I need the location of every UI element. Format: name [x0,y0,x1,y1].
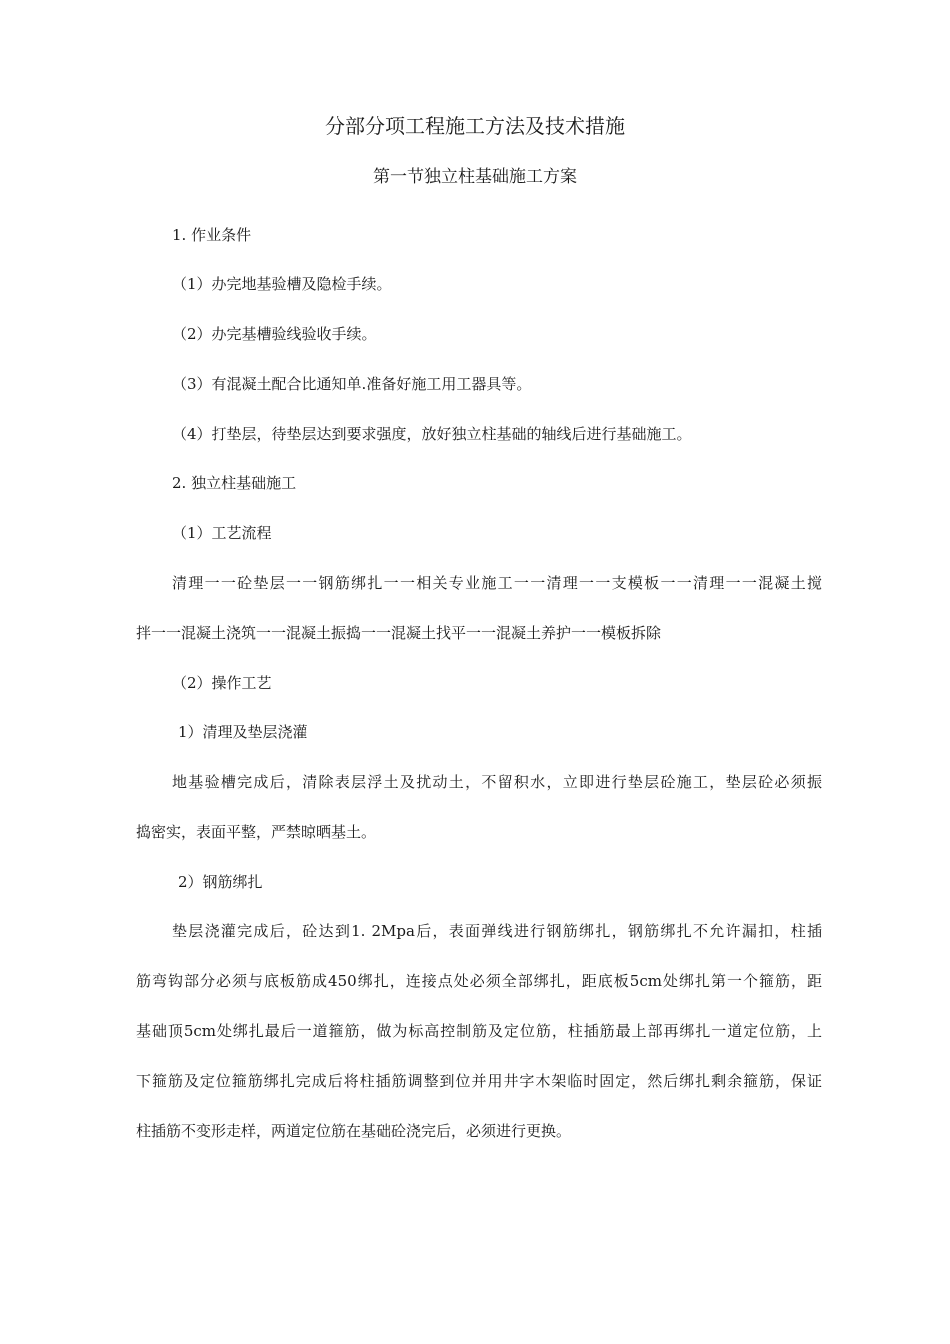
paragraph-line: 基础顶5cm处绑扎最后一道箍筋，做为标高控制筋及定位筋，柱插筋最上部再绑扎一道定位筋，上 [136,1022,822,1040]
heading-foundation-construction: 2. 独立柱基础施工 [172,474,297,492]
process-flow-line: 拌一一混凝土浇筑一一混凝土振捣一一混凝土找平一一混凝土养护一一模板拆除 [136,624,662,642]
paragraph-line: 垫层浇灌完成后，砼达到1. 2Mpa后，表面弹线进行钢筋绑扎，钢筋绑扎不允许漏扣，柱插 [172,922,822,940]
subheading-process-flow: （1）工艺流程 [172,524,272,542]
step-heading-cleaning: 1）清理及垫层浇灌 [178,723,308,741]
condition-item-3: （3）有混凝土配合比通知单.准备好施工用工器具等。 [172,375,532,393]
paragraph-line: 筋弯钩部分必须与底板筋成450绑扎，连接点处必须全部绑扎，距底板5cm处绑扎第一个箍筋，距 [136,972,822,990]
heading-work-conditions: 1. 作业条件 [172,226,252,244]
step-heading-rebar: 2）钢筋绑扎 [178,873,263,891]
section-title: 第一节独立柱基础施工方案 [373,167,577,187]
condition-item-1: （1）办完地基验槽及隐检手续。 [172,275,392,293]
paragraph-line: 捣密实，表面平整，严禁晾晒基土。 [136,823,377,841]
condition-item-2: （2）办完基槽验线验收手续。 [172,325,377,343]
document-title: 分部分项工程施工方法及技术措施 [325,114,625,138]
paragraph-line: 下箍筋及定位箍筋绑扎完成后将柱插筋调整到位并用井字木架临时固定，然后绑扎剩余箍筋，保证 [136,1072,822,1090]
condition-item-4: （4）打垫层，待垫层达到要求强度，放好独立柱基础的轴线后进行基础施工。 [172,425,692,443]
paragraph-line: 地基验槽完成后，清除表层浮土及扰动土，不留积水，立即进行垫层砼施工，垫层砼必须振 [172,773,822,791]
paragraph-line: 柱插筋不变形走样，两道定位筋在基础砼浇完后，必须进行更换。 [136,1122,572,1140]
process-flow-line: 清理一一砼垫层一一钢筋绑扎一一相关专业施工一一清理一一支模板一一清理一一混凝土搅 [172,574,822,592]
subheading-operation: （2）操作工艺 [172,674,272,692]
